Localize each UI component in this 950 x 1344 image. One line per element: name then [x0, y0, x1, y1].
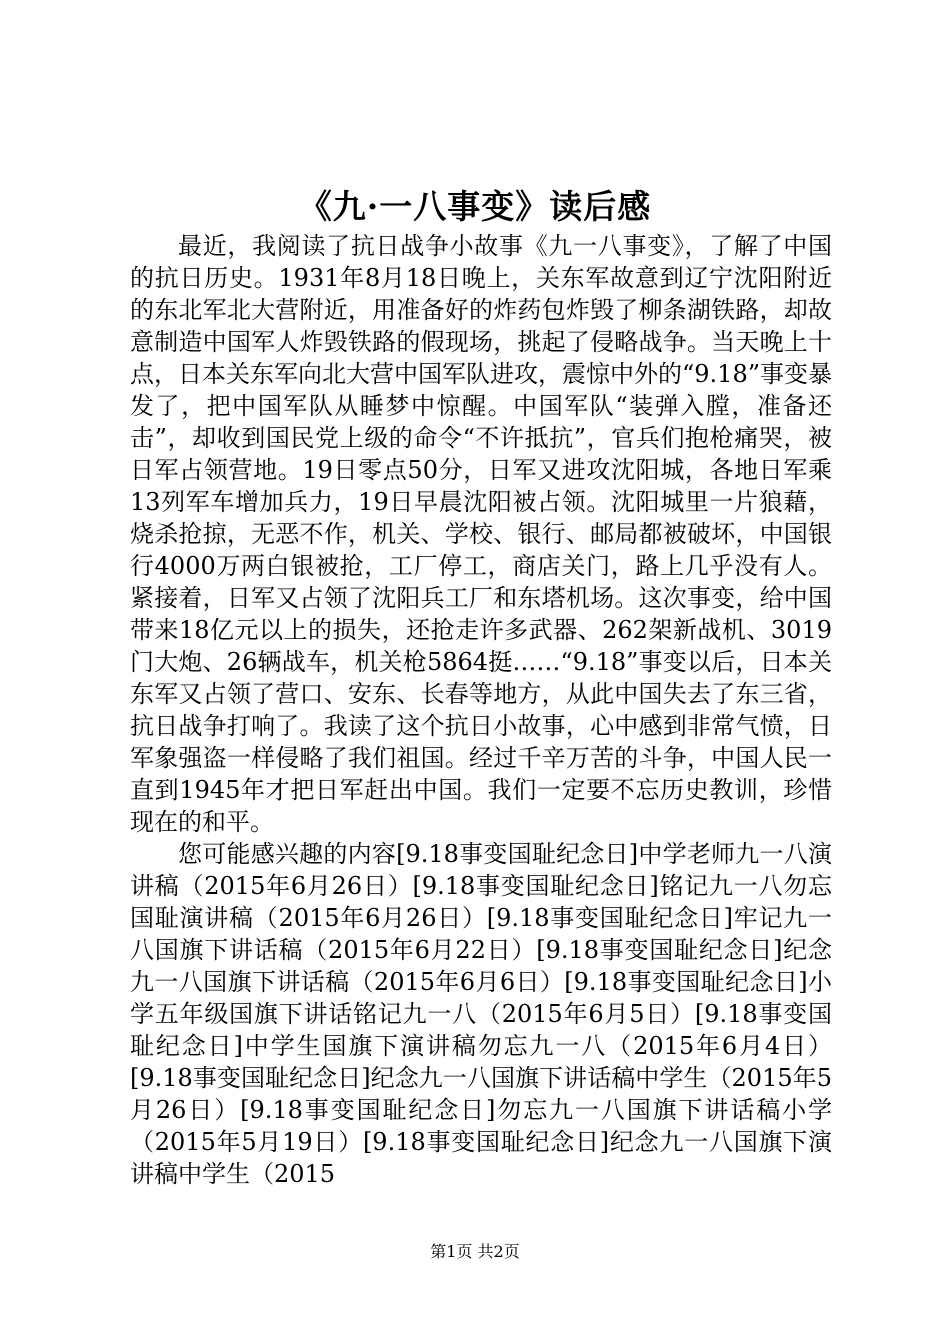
document-body — [130, 230, 832, 1190]
paragraph-related-links: 您可能感兴趣的内容[9.18事变国耻纪念日]中学老师九一八演讲稿（2015年6月26日）[9.18事变国耻纪念日]铭记九一八勿忘国耻演讲稿（2015年6月26日）[9.18事变国耻纪念日]牢记九一八国旗下讲话稿（2015年6月22日）[9.18事变国耻纪念日]纪念九一八国旗下讲话稿（2015年6月6日）[9.18事变国耻纪念日]小学五年级国旗下讲话铭记九一八（2015年6月5日）[9.18事变国耻纪念日]中学生国旗下演讲稿勿忘九一八（2015年6月4日）[9.18事变国耻纪念日]纪念九一八国旗下讲话稿中学生（2015年5月26日）[9.18事变国耻纪念日]勿忘九一八国旗下讲话稿小学（2015年5月19日）[9.18事变国耻纪念日]纪念九一八国旗下演讲稿中学生（2015 — [130, 840, 832, 1188]
paragraph-main: 最近，我阅读了抗日战争小故事《九一八事变》，了解了中国的抗日历史。1931年8月18日晚上，关东军故意到辽宁沈阳附近的东北军北大营附近，用准备好的炸药包炸毁了柳条湖铁路，却故意制造中国军人炸毁铁路的假现场，挑起了侵略战争。当天晚上十点，日本关东军向北大营中国军队进攻，震惊中外的“9.18”事变暴发了，把中国军队从睡梦中惊醒。中国军队“装弹入膛，准备还击”，却收到国民党上级的命令“不许抵抗”，官兵们抱枪痛哭，被日军占领营地。19日零点50分，日军又进攻沈阳城，各地日军乘13列军车增加兵力，19日早晨沈阳被占领。沈阳城里一片狼藉，烧杀抢掠，无恶不作，机关、学校、银行、邮局都被破坏，中国银行4000万两白银被抢，工厂停工，商店关门，路上几乎没有人。紧接着，日军又占领了沈阳兵工厂和东塔机场。这次事变，给中国带来18亿元以上的损失，还抢走许多武器、262架新战机、3019门大炮、26辆战车，机关枪5864挺……“9.18”事变以后，日本关东军又占领了营口、安东、长春等地方，从此中国失去了东三省，抗日战争打响了。我读了这个抗日小故事，心中感到非常气愤，日军象强盗一样侵略了我们祖国。经过千辛万苦的斗争，中国人民一直到1945年才把日军赶出中国。我们一定要不忘历史教训，珍惜现在的和平。 — [130, 232, 832, 836]
page-footer: 第1页 共2页 — [430, 1242, 520, 1261]
document-title: 《九·一八事变》读后感 — [298, 187, 652, 226]
